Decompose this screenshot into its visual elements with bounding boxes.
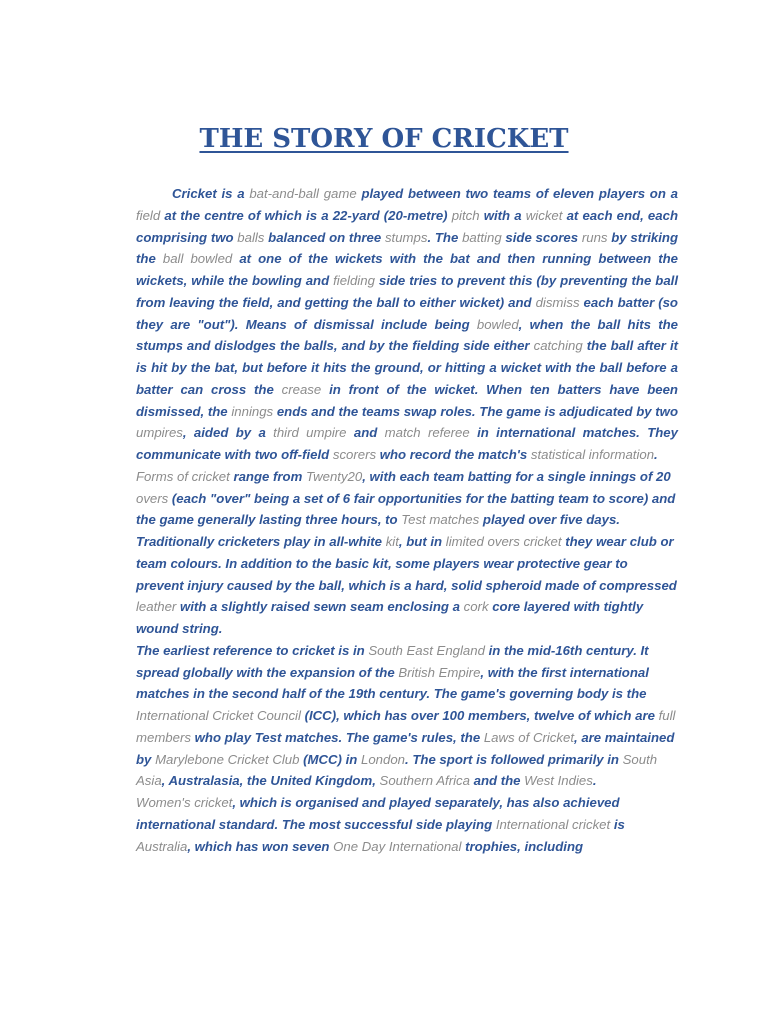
hyperlink-text[interactable]: cork	[463, 599, 489, 615]
body-text: trophies, including	[461, 838, 584, 854]
body-text: side tries to prevent this (by preventing the ball from leaving the field, and getting the ball to either wicket) and	[136, 273, 678, 310]
body-text: . The sport is followed primarily in	[405, 751, 623, 767]
hyperlink-text[interactable]: Twenty20	[306, 468, 363, 484]
body-text: in front of the wicket. When ten batters have been dismissed, the	[136, 381, 678, 419]
body-text: at each end, each comprising two	[136, 207, 678, 245]
body-text: and the	[469, 773, 525, 789]
body-text: by striking the	[136, 229, 679, 267]
page-title: THE STORY OF CRICKET	[199, 124, 569, 154]
body-text: , with each team batting for a single innings of 20	[362, 468, 671, 484]
hyperlink-text[interactable]: crease	[281, 381, 322, 397]
body-text: Cricket is a	[172, 186, 250, 201]
body-text: side scores	[501, 229, 582, 245]
body-text: with a	[479, 207, 526, 223]
body-text: and	[346, 425, 385, 441]
document-body	[136, 183, 678, 857]
hyperlink-text[interactable]: innings	[231, 403, 274, 419]
hyperlink-text[interactable]: bat-and-ball game	[249, 186, 357, 201]
body-text: , are maintained by	[136, 729, 675, 767]
body-text: balanced on three	[264, 229, 385, 245]
hyperlink-text[interactable]: stumps	[384, 229, 428, 245]
hyperlink-text[interactable]: Test matches	[401, 512, 480, 528]
body-text: The earliest reference to cricket is in	[136, 642, 369, 658]
body-text: played between two teams of eleven players on a	[356, 186, 678, 201]
hyperlink-text[interactable]: umpires	[136, 425, 183, 441]
body-text: at one of the wickets with the bat and then running between the wickets, while the bowling and	[136, 251, 679, 288]
hyperlink-text[interactable]: South East England	[368, 642, 485, 658]
hyperlink-text[interactable]: catching	[533, 338, 583, 354]
hyperlink-text[interactable]: runs	[581, 229, 608, 245]
body-text: , which has won seven	[187, 838, 334, 854]
body-text: the ball after it is hit by the bat, but before it hits the ground, or hitting a wicket with the ball before a batter can cross the	[136, 338, 678, 397]
body-text: , aided by a	[182, 425, 274, 441]
hyperlink-text[interactable]: dismiss	[535, 294, 580, 310]
hyperlink-text[interactable]: London	[360, 751, 405, 767]
hyperlink-text[interactable]: pitch	[451, 207, 480, 223]
hyperlink-text[interactable]: match referee	[384, 425, 470, 441]
body-text: core layered with tightly wound string.	[136, 599, 644, 636]
hyperlink-text[interactable]: scorers	[332, 447, 377, 462]
body-text: at the centre of which is a 22-yard (20-metre)	[160, 207, 452, 223]
body-text: ends and the teams swap roles. The game is adjudicated by two	[273, 403, 678, 419]
hyperlink-text[interactable]: overs	[136, 490, 169, 506]
hyperlink-text[interactable]: One Day International	[333, 838, 462, 854]
hyperlink-text[interactable]: wicket	[525, 207, 563, 223]
hyperlink-text[interactable]: kit	[385, 534, 399, 549]
paragraph	[136, 183, 678, 466]
body-text: who play Test matches. The game's rules, the	[190, 729, 484, 745]
hyperlink-text[interactable]: leather	[136, 599, 177, 615]
hyperlink-text[interactable]: International Cricket Council	[136, 708, 301, 723]
body-text: (MCC) in	[299, 751, 361, 767]
hyperlink-text[interactable]: International cricket	[495, 816, 611, 832]
hyperlink-text[interactable]: bowled	[190, 251, 233, 267]
hyperlink-text[interactable]: fielding	[333, 273, 375, 288]
paragraph	[136, 640, 678, 792]
body-text: , when the ball hits the stumps and dislodges the balls, and by the fielding side either	[136, 316, 678, 354]
hyperlink-text[interactable]: Southern Africa	[379, 773, 470, 789]
hyperlink-text[interactable]: Marylebone Cricket Club	[155, 751, 300, 767]
hyperlink-text[interactable]: statistical information	[530, 447, 655, 462]
body-text: in the mid-16th century. It spread globally with the expansion of the	[136, 642, 649, 680]
body-text: .	[654, 447, 658, 462]
body-text: , with the first international matches in the second half of the 19th century. The game's governing body is the	[136, 664, 649, 702]
hyperlink-text[interactable]: South Asia	[136, 751, 658, 789]
hyperlink-text[interactable]: balls	[237, 229, 265, 245]
body-text: (ICC), which has over 100 members, twelve of which are	[300, 708, 659, 723]
paragraph	[136, 792, 678, 857]
body-text: range from	[229, 468, 307, 484]
body-text: Australasia	[168, 773, 240, 789]
body-text: , the United Kingdom,	[239, 773, 380, 789]
body-text: , but in	[398, 534, 446, 549]
hyperlink-text[interactable]: Forms of cricket	[136, 468, 230, 484]
hyperlink-text[interactable]: British Empire	[398, 664, 481, 680]
hyperlink-text[interactable]: field	[136, 207, 161, 223]
body-text: played over five days. Traditionally cricketers play in all-white	[136, 512, 620, 549]
body-text: ,	[161, 773, 169, 789]
hyperlink-text[interactable]: ball	[162, 251, 184, 267]
hyperlink-text[interactable]: full members	[136, 708, 676, 745]
body-text: , which is organised and played separately, has also achieved international standard. The most successful side playing	[136, 795, 620, 832]
hyperlink-text[interactable]: West Indies	[524, 773, 593, 789]
body-text: . The	[427, 229, 463, 245]
paragraph	[136, 466, 678, 640]
hyperlink-text[interactable]: limited overs cricket	[445, 534, 562, 549]
body-text: .	[592, 773, 597, 789]
body-text: is	[610, 816, 625, 832]
body-text: with a slightly raised sewn seam enclosing a	[176, 599, 464, 615]
hyperlink-text[interactable]: Women's cricket	[136, 795, 233, 810]
hyperlink-text[interactable]: batting	[462, 229, 502, 245]
body-text: they wear club or team colours. In addition to the basic kit, some players wear protective gear to prevent injury caused by the ball, which is a hard, solid spheroid made of compressed	[136, 534, 677, 593]
body-text: each batter (so they are "out"). Means of dismissal include being	[136, 294, 678, 332]
hyperlink-text[interactable]: Laws of Cricket	[483, 729, 574, 745]
hyperlink-text[interactable]: Australia	[136, 838, 188, 854]
hyperlink-text[interactable]: bowled	[476, 316, 519, 332]
hyperlink-text[interactable]: third umpire	[273, 425, 347, 441]
body-text: in international matches. They communicate with two off-field	[136, 425, 678, 462]
body-text: (each "over" being a set of 6 fair opportunities for the batting team to score) and the game generally lasting three hours, to	[136, 490, 676, 528]
body-text: who record the match's	[376, 447, 531, 462]
